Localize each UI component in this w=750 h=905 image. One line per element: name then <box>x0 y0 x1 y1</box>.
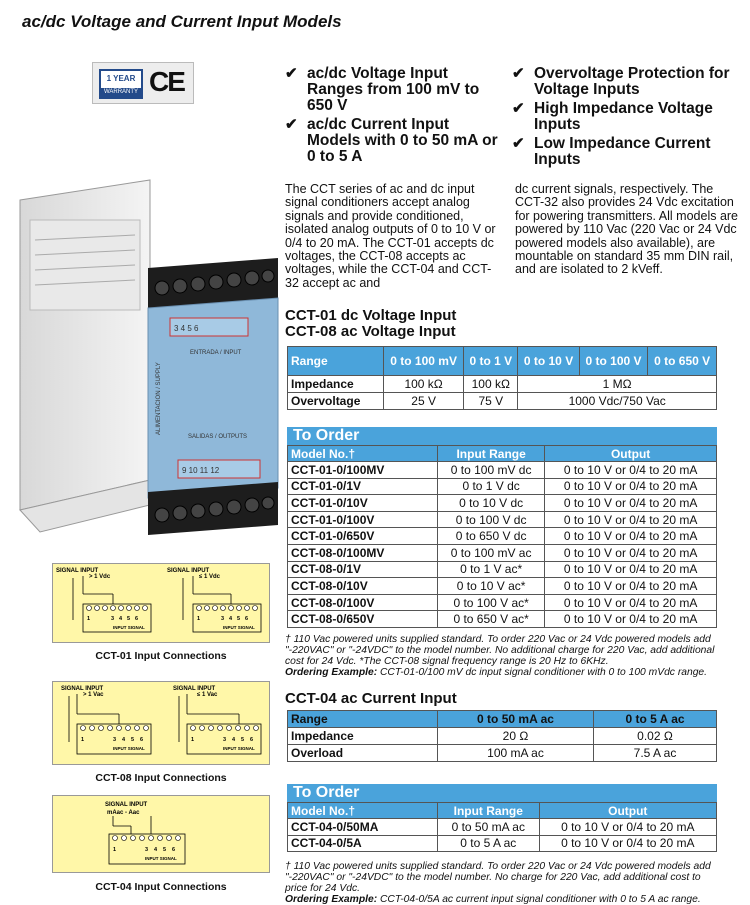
ce-mark-icon: CE <box>149 66 184 97</box>
svg-text:3: 3 <box>111 616 115 622</box>
output-cell: 0 to 10 V or 0/4 to 20 mA <box>545 611 717 628</box>
impedance-cell: 1 MΩ <box>518 376 717 393</box>
impedance-cell: 100 kΩ <box>384 376 464 393</box>
model-number-cell: CCT-08-0/650V <box>288 611 438 628</box>
svg-text:4: 4 <box>229 616 233 622</box>
input-range-cell: 0 to 100 V ac* <box>438 594 545 611</box>
voltage-section-title: CCT-01 dc Voltage Input CCT-08 ac Voltage Input <box>285 307 457 340</box>
svg-text:> 1 Vdc: > 1 Vdc <box>89 574 111 580</box>
warranty-badge <box>99 69 143 99</box>
svg-text:1: 1 <box>191 737 195 743</box>
input-range-cell: 0 to 10 V dc <box>438 495 545 512</box>
alimentacion-label: ALIMENTACION / SUPPLY <box>156 362 162 435</box>
order-note-current: † 110 Vac powered units supplied standard. To order 220 Vac or 24 Vdc powered models add "-220VAC" or "-24VDC" to the model number. No charge for 220 Vac, add additional cost to price for 24 Vdc. Ordering Example: CCT-04-0/5A ac current input signal conditioner with 0 to 5 A ac range. <box>285 861 711 905</box>
input-range-cell: 0 to 50 mA ac <box>438 819 540 836</box>
table-row <box>288 578 717 595</box>
input-range-cell: 0 to 650 V dc <box>438 528 545 545</box>
overvoltage-label: Overvoltage <box>288 393 384 410</box>
svg-text:1: 1 <box>197 616 201 622</box>
svg-text:4: 4 <box>122 737 126 743</box>
warranty-years: 1 YEAR <box>106 74 136 83</box>
feature-item: ✔ High Impedance Voltage Inputs <box>512 100 713 133</box>
features-column-2 <box>512 66 742 171</box>
cct08-diagram-caption: CCT-08 Input Connections <box>95 772 227 784</box>
model-number-cell: CCT-08-0/100V <box>288 594 438 611</box>
output-cell: 0 to 10 V or 0/4 to 20 mA <box>545 594 717 611</box>
svg-text:4: 4 <box>232 737 236 743</box>
table-row <box>288 561 717 578</box>
svg-text:4: 4 <box>119 616 123 622</box>
svg-text:5: 5 <box>131 737 135 743</box>
range-cell: 0 to 100 V <box>579 347 648 376</box>
table-row <box>288 478 717 495</box>
svg-text:≤ 1 Vac: ≤ 1 Vac <box>197 692 218 698</box>
column-header: Output <box>539 803 716 819</box>
column-header: Input Range <box>438 803 540 819</box>
svg-text:1: 1 <box>87 616 91 622</box>
svg-text:3: 3 <box>113 737 117 743</box>
model-number-cell: CCT-01-0/100V <box>288 511 438 528</box>
output-cell: 0 to 10 V or 0/4 to 20 mA <box>539 819 716 836</box>
salidas-label: SALIDAS / OUTPUTS <box>188 434 248 440</box>
svg-text:SIGNAL INPUT: SIGNAL INPUT <box>61 686 104 692</box>
feature-item: ✔ Overvoltage Protection for Voltage Inputs <box>512 65 730 98</box>
svg-text:mAac - Aac: mAac - Aac <box>107 810 140 816</box>
output-cell: 0 to 10 V or 0/4 to 20 mA <box>545 478 717 495</box>
model-number-cell: CCT-08-0/1V <box>288 561 438 578</box>
svg-text:> 1 Vac: > 1 Vac <box>83 692 104 698</box>
svg-text:6: 6 <box>135 616 139 622</box>
checkmark-icon: ✔ <box>512 65 525 82</box>
cct01-diagram-caption: CCT-01 Input Connections <box>95 650 227 662</box>
order-bar: To Order <box>287 427 717 445</box>
input-range-cell: 0 to 100 mV dc <box>438 462 545 479</box>
svg-text:1: 1 <box>81 737 85 743</box>
svg-text:9 10 11 12: 9 10 11 12 <box>182 466 220 475</box>
output-cell: 0 to 10 V or 0/4 to 20 mA <box>545 544 717 561</box>
table-row <box>288 495 717 512</box>
input-range-cell: 0 to 1 V ac* <box>438 561 545 578</box>
input-range-cell: 0 to 100 V dc <box>438 511 545 528</box>
impedance-cell: 100 kΩ <box>464 376 518 393</box>
cct08-connection-diagram <box>52 681 270 765</box>
svg-text:1: 1 <box>113 847 117 853</box>
svg-text:SIGNAL INPUT: SIGNAL INPUT <box>167 568 210 574</box>
model-number-cell: CCT-01-0/1V <box>288 478 438 495</box>
feature-item: ✔ Low Impedance Current Inputs <box>512 135 711 168</box>
range-cell: 0 to 5 A ac <box>594 711 717 728</box>
entrada-label: ENTRADA / INPUT <box>190 350 242 356</box>
table-row <box>288 835 717 852</box>
model-number-cell: CCT-04-0/50MA <box>288 819 438 836</box>
svg-text:6: 6 <box>140 737 144 743</box>
cct01-connection-diagram <box>52 563 270 643</box>
svg-text:SIGNAL INPUT: SIGNAL INPUT <box>105 802 148 808</box>
current-section-title: CCT-04 ac Current Input <box>285 690 457 707</box>
table-row <box>288 819 717 836</box>
svg-text:5: 5 <box>163 847 167 853</box>
svg-text:INPUT SIGNAL: INPUT SIGNAL <box>113 746 145 751</box>
checkmark-icon: ✔ <box>285 65 298 82</box>
feature-item: ✔ ac/dc Current Input Models with 0 to 50 mA or 0 to 5 A <box>285 116 498 165</box>
svg-text:SIGNAL INPUT: SIGNAL INPUT <box>56 568 99 574</box>
cct04-diagram-caption: CCT-04 Input Connections <box>95 881 227 893</box>
output-cell: 0 to 10 V or 0/4 to 20 mA <box>545 561 717 578</box>
overload-cell: 100 mA ac <box>438 745 594 762</box>
order-note-voltage: † 110 Vac powered units supplied standard. To order 220 Vac or 24 Vdc powered models add "-220VAC" or "-24VDC" to the model number. No additional charge for 220 Vac, add additional cost for 24 Vdc. *The CCT-08 signal frequency range is 20 Hz to 6KHz. Ordering Example: CCT-01-0/100 mV dc input signal conditioner with 0 to 100 mVdc range. <box>285 634 715 678</box>
order-table-voltage <box>287 427 717 628</box>
intro-text-column-1: The CCT series of ac and dc input signal conditioners accept analog signals and provide conditioned, isolated analog outputs of 0 to 10 V or 0/4 to 20 mA. The CCT-01 accepts dc voltages, the CCT-08 accepts ac voltages, while the CCT-04 and CCT-32 accept ac and <box>285 182 496 290</box>
column-header: Model No.† <box>288 803 438 819</box>
svg-text:INPUT SIGNAL: INPUT SIGNAL <box>223 625 255 630</box>
input-range-cell: 0 to 1 V dc <box>438 478 545 495</box>
svg-text:6: 6 <box>172 847 176 853</box>
svg-text:4: 4 <box>154 847 158 853</box>
current-spec-table <box>287 710 717 762</box>
column-header: Input Range <box>438 446 545 462</box>
svg-text:INPUT SIGNAL: INPUT SIGNAL <box>145 856 177 861</box>
certification-logo <box>92 62 194 104</box>
warranty-label: WARRANTY <box>101 88 141 97</box>
output-cell: 0 to 10 V or 0/4 to 20 mA <box>545 511 717 528</box>
range-cell: 0 to 650 V <box>648 347 717 376</box>
input-range-cell: 0 to 650 V ac* <box>438 611 545 628</box>
impedance-label: Impedance <box>288 728 438 745</box>
svg-text:INPUT SIGNAL: INPUT SIGNAL <box>113 625 145 630</box>
features-column-1 <box>285 66 500 168</box>
overvoltage-cell: 25 V <box>384 393 464 410</box>
output-cell: 0 to 10 V or 0/4 to 20 mA <box>545 462 717 479</box>
output-cell: 0 to 10 V or 0/4 to 20 mA <box>545 495 717 512</box>
range-cell: 0 to 1 V <box>464 347 518 376</box>
svg-text:3: 3 <box>221 616 225 622</box>
intro-text-column-2: dc current signals, respectively. The CCT-32 also provides 24 Vdc excitation for powering transmitters. All models are powered by 110 Vac (220 Vac or 24 Vdc powered models also available), are mountable on standard 35 mm DIN rail, and are isolated to 2 kVeff. <box>515 182 739 277</box>
range-cell: 0 to 50 mA ac <box>438 711 594 728</box>
cct04-connection-diagram <box>52 795 270 873</box>
impedance-cell: 20 Ω <box>438 728 594 745</box>
svg-text:6: 6 <box>245 616 249 622</box>
model-number-cell: CCT-08-0/100MV <box>288 544 438 561</box>
product-image <box>20 180 278 552</box>
order-bar: To Order <box>287 784 717 802</box>
model-number-cell: CCT-01-0/10V <box>288 495 438 512</box>
model-number-cell: CCT-01-0/100MV <box>288 462 438 479</box>
checkmark-icon: ✔ <box>512 135 525 152</box>
svg-text:3: 3 <box>223 737 227 743</box>
svg-text:5: 5 <box>241 737 245 743</box>
table-row <box>288 511 717 528</box>
svg-text:INPUT SIGNAL: INPUT SIGNAL <box>223 746 255 751</box>
overload-cell: 7.5 A ac <box>594 745 717 762</box>
input-range-cell: 0 to 5 A ac <box>438 835 540 852</box>
order-table-current <box>287 784 717 852</box>
table-row <box>288 528 717 545</box>
feature-item: ✔ ac/dc Voltage Input Ranges from 100 mV to 650 V <box>285 65 480 114</box>
svg-text:5: 5 <box>237 616 241 622</box>
table-row <box>288 594 717 611</box>
range-cell: 0 to 10 V <box>518 347 579 376</box>
table-row <box>288 462 717 479</box>
column-header: Output <box>545 446 717 462</box>
output-cell: 0 to 10 V or 0/4 to 20 mA <box>539 835 716 852</box>
overvoltage-cell: 75 V <box>464 393 518 410</box>
svg-text:6: 6 <box>250 737 254 743</box>
svg-text:3: 3 <box>145 847 149 853</box>
impedance-label: Impedance <box>288 376 384 393</box>
svg-text:5: 5 <box>127 616 131 622</box>
range-label: Range <box>288 347 384 376</box>
column-header: Model No.† <box>288 446 438 462</box>
output-cell: 0 to 10 V or 0/4 to 20 mA <box>545 578 717 595</box>
voltage-spec-table <box>287 346 717 410</box>
input-range-cell: 0 to 100 mV ac <box>438 544 545 561</box>
table-row <box>288 544 717 561</box>
overvoltage-cell: 1000 Vdc/750 Vac <box>518 393 717 410</box>
svg-text:SIGNAL INPUT: SIGNAL INPUT <box>173 686 216 692</box>
range-label: Range <box>288 711 438 728</box>
checkmark-icon: ✔ <box>285 116 298 133</box>
overload-label: Overload <box>288 745 438 762</box>
table-row <box>288 611 717 628</box>
model-number-cell: CCT-01-0/650V <box>288 528 438 545</box>
page-title: ac/dc Voltage and Current Input Models <box>22 12 342 31</box>
model-number-cell: CCT-04-0/5A <box>288 835 438 852</box>
checkmark-icon: ✔ <box>512 100 525 117</box>
range-cell: 0 to 100 mV <box>384 347 464 376</box>
input-range-cell: 0 to 10 V ac* <box>438 578 545 595</box>
impedance-cell: 0.02 Ω <box>594 728 717 745</box>
svg-text:3 4 5 6: 3 4 5 6 <box>174 324 199 333</box>
svg-text:≤ 1 Vdc: ≤ 1 Vdc <box>199 574 220 580</box>
model-number-cell: CCT-08-0/10V <box>288 578 438 595</box>
output-cell: 0 to 10 V or 0/4 to 20 mA <box>545 528 717 545</box>
